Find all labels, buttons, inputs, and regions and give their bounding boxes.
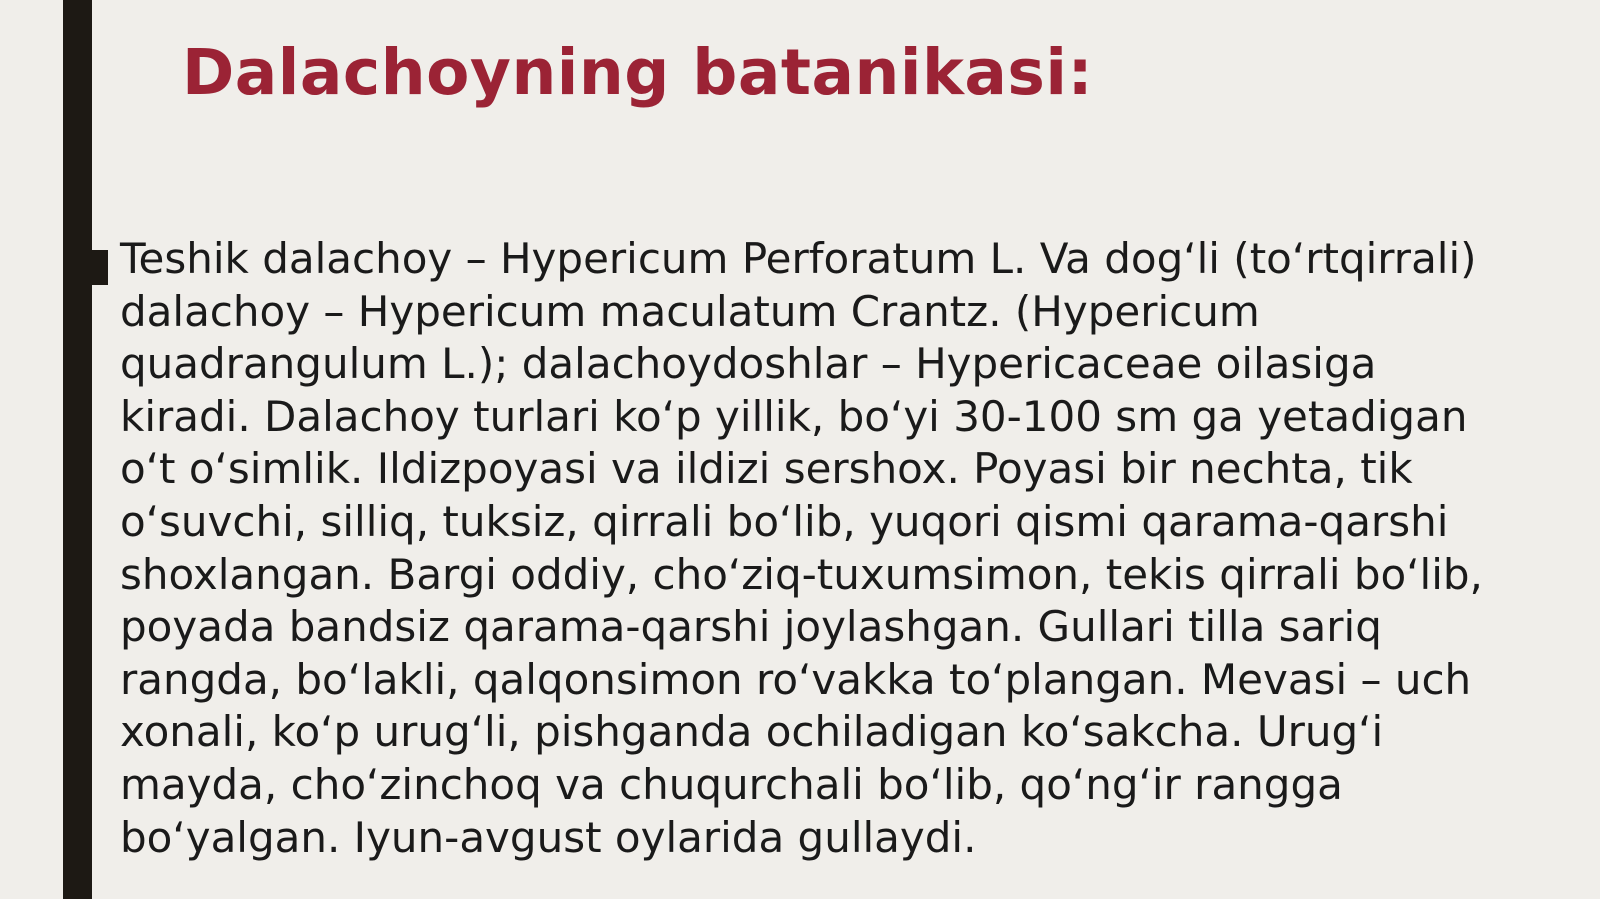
body-line: poyada bandsiz qarama-qarshi joylashgan. Gullari tilla sariq (120, 602, 1382, 652)
body-paragraph (120, 233, 1570, 864)
body-line: o‘suvchi, silliq, tuksiz, qirrali bo‘lib, yuqori qismi qarama-qarshi (120, 496, 1449, 546)
body-line: shoxlangan. Bargi oddiy, cho‘ziq-tuxumsimon, tekis qirrali bo‘lib, (120, 549, 1483, 599)
slide-title: Dalachoyning batanikasi: (182, 36, 1094, 109)
body-line: Teshik dalachoy – Hypericum Perforatum L. Va dog‘li (to‘rtqirrali) (120, 234, 1477, 283)
body-line: quadrangulum L.); dalachoydoshlar – Hypericaceae oilasiga (120, 339, 1377, 389)
body-line: mayda, cho‘zinchoq va chuqurchali bo‘lib, qo‘ng‘ir rangga (120, 759, 1343, 809)
bullet-marker (92, 250, 108, 285)
body-line: o‘t o‘simlik. Ildizpoyasi va ildizi sershox. Poyasi bir nechta, tik (120, 444, 1413, 494)
body-line: dalachoy – Hypericum maculatum Crantz. (Hypericum (120, 286, 1260, 336)
body-line: xonali, ko‘p urug‘li, pishganda ochiladigan ko‘sakcha. Urug‘i (120, 707, 1384, 757)
left-accent-bar (63, 0, 92, 899)
body-line: bo‘yalgan. Iyun-avgust oylarida gullaydi. (120, 812, 977, 862)
body-line: rangda, bo‘lakli, qalqonsimon ro‘vakka to‘plangan. Mevasi – uch (120, 654, 1472, 704)
body-line: kiradi. Dalachoy turlari ko‘p yillik, bo‘yi 30-100 sm ga yetadigan (120, 391, 1468, 441)
